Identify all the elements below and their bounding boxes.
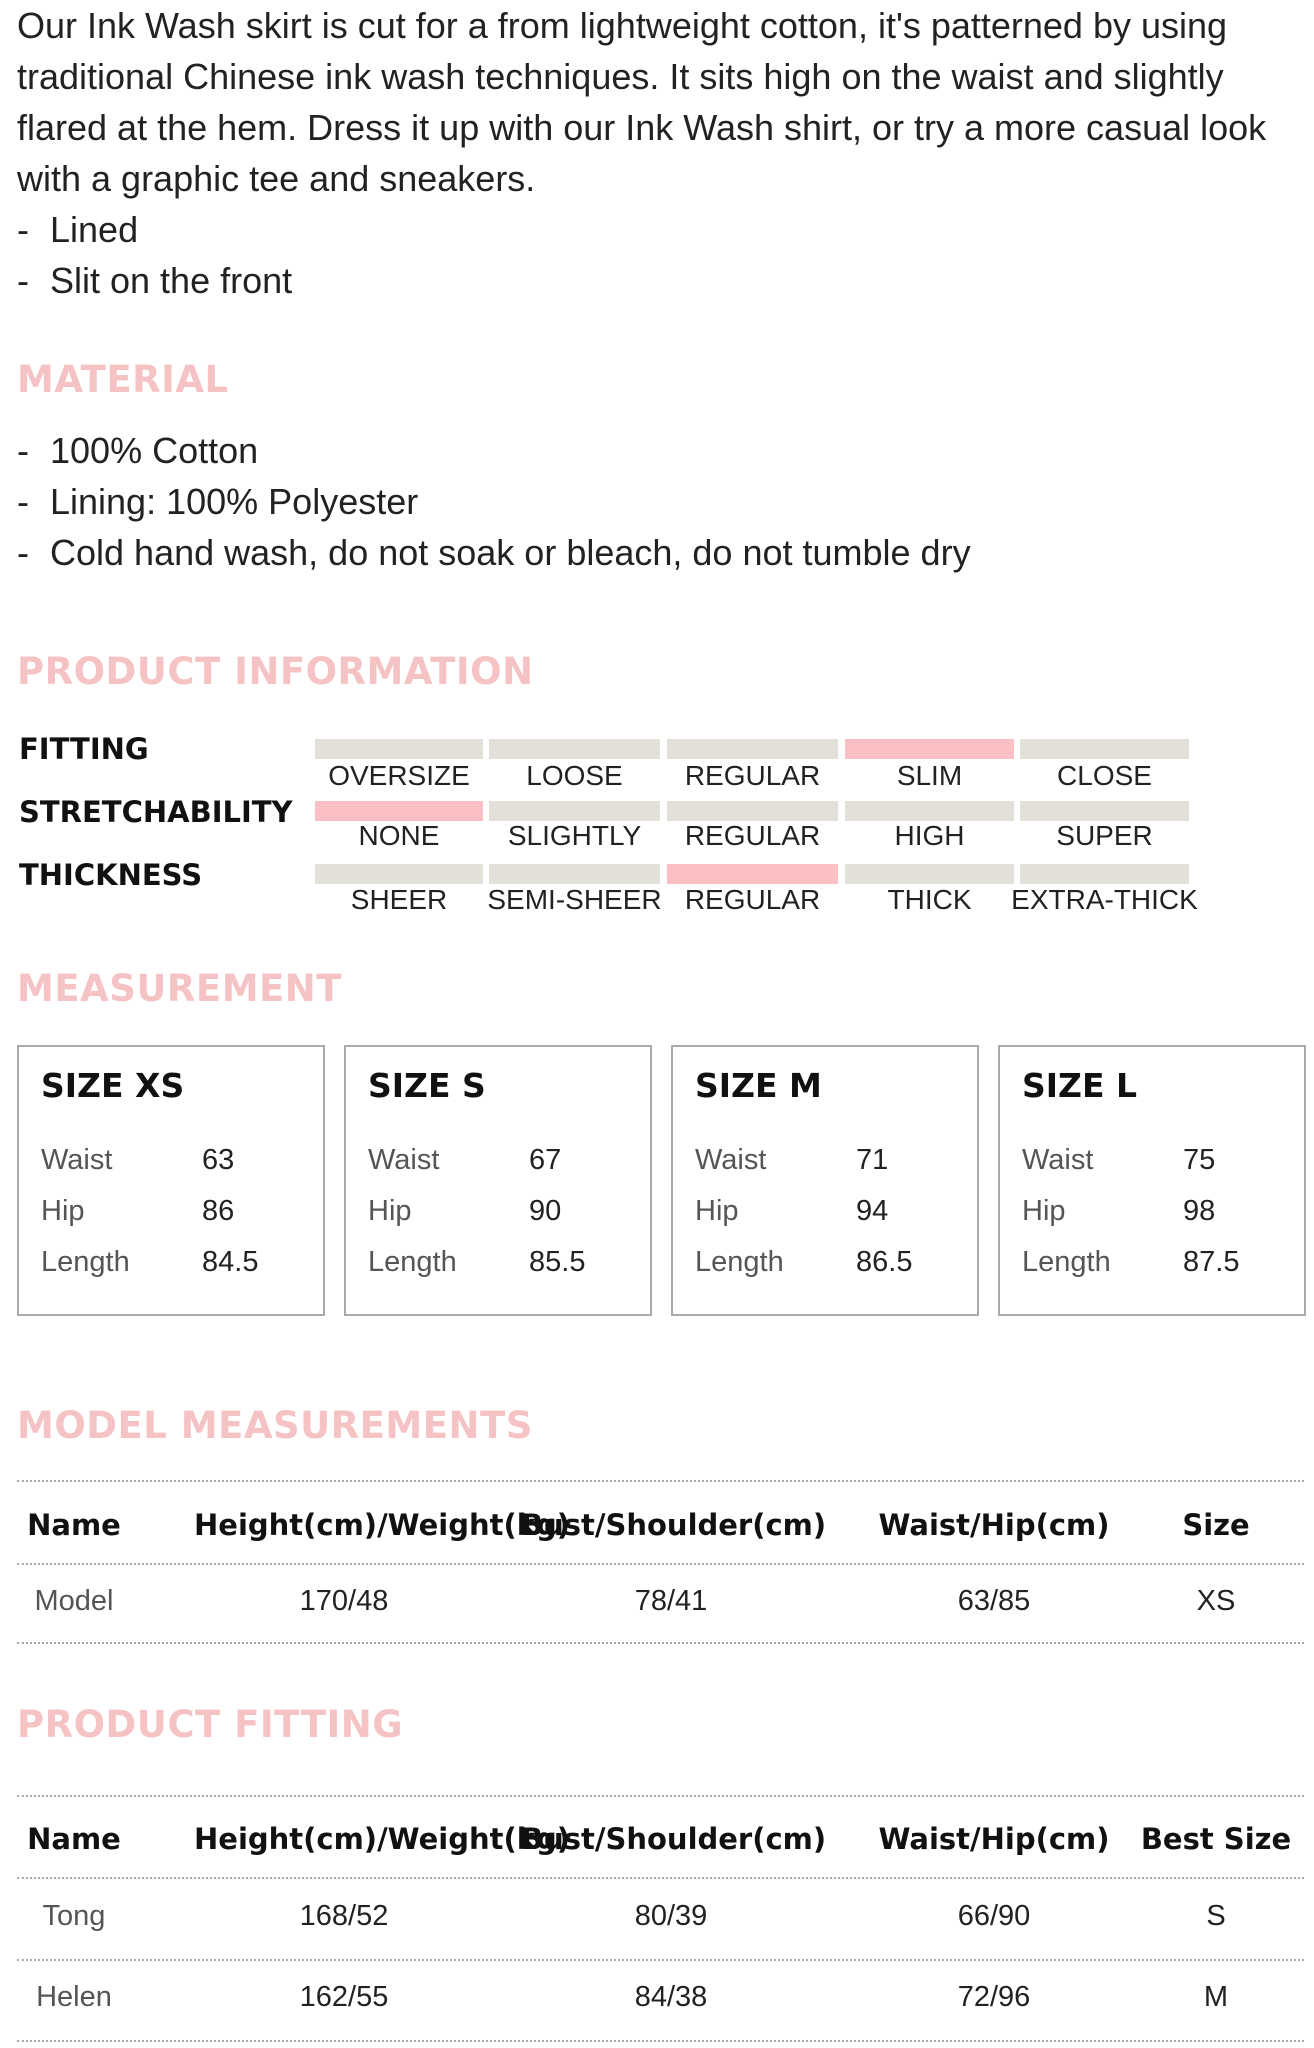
measurement-label: Length — [368, 1246, 457, 1278]
scale-option-label: NONE — [358, 820, 440, 851]
scale-option-label: SLIM — [896, 760, 963, 791]
table-divider — [17, 1563, 1304, 1565]
measurement-label: Waist — [695, 1144, 767, 1176]
stretchability-label: STRETCHABILITY — [19, 795, 293, 829]
table-cell: 78/41 — [634, 1585, 708, 1617]
scale-option-label: REGULAR — [684, 820, 821, 851]
size-card-title: SIZE XS — [41, 1066, 185, 1105]
feature-bullet: - Lined — [17, 209, 139, 250]
table-header-cell: Bust/Shoulder(cm) — [521, 1508, 827, 1542]
measurement-value: 98 — [1183, 1195, 1216, 1227]
scale-bar — [845, 739, 1014, 759]
table-cell: 170/48 — [299, 1585, 389, 1617]
scale-bar — [1020, 864, 1189, 884]
scale-bar — [315, 739, 483, 759]
scale-bar — [667, 864, 838, 884]
measurement-value: 63 — [202, 1144, 235, 1176]
measurement-value: 75 — [1183, 1144, 1216, 1176]
scale-bar — [315, 864, 483, 884]
measurement-value: 84.5 — [202, 1246, 259, 1278]
measurement-label: Waist — [41, 1144, 113, 1176]
size-card-title: SIZE L — [1022, 1066, 1138, 1105]
measurement-heading: MEASUREMENT — [17, 967, 342, 1010]
table-cell: Model — [34, 1585, 114, 1617]
scale-bar — [1020, 739, 1189, 759]
table-cell: Helen — [36, 1981, 112, 2013]
scale-bar — [489, 801, 660, 821]
scale-option-label: SUPER — [1056, 820, 1153, 851]
table-header-cell: Waist/Hip(cm) — [878, 1822, 1110, 1856]
measurement-label: Hip — [695, 1195, 739, 1227]
table-cell: 84/38 — [634, 1981, 708, 2013]
scale-bar — [1020, 801, 1189, 821]
material-list — [17, 425, 1297, 578]
measurement-label: Hip — [41, 1195, 85, 1227]
measurement-label: Hip — [1022, 1195, 1066, 1227]
scale-option-label: SEMI-SHEER — [487, 884, 662, 915]
table-header-cell: Name — [27, 1822, 121, 1856]
table-divider — [17, 1795, 1304, 1797]
product-description — [17, 0, 1297, 306]
table-cell: 80/39 — [634, 1900, 708, 1932]
table-divider — [17, 1959, 1304, 1961]
measurement-label: Length — [695, 1246, 784, 1278]
description-text: Our Ink Wash skirt is cut for a from lightweight cotton, it's patterned by using traditional Chinese ink wash techniques. It sits high on the waist and slightly flared at the hem. Dress it up with our Ink Wash shirt, or try a more casual look with a graphic tee and sneakers. — [17, 5, 1267, 199]
table-header-cell: Size — [1182, 1508, 1250, 1542]
scale-option-label: SHEER — [350, 884, 448, 915]
table-header-cell: Height(cm)/Weight(kg) — [194, 1822, 571, 1856]
table-cell: 168/52 — [299, 1900, 389, 1932]
table-cell: 162/55 — [299, 1981, 389, 2013]
scale-bar — [845, 801, 1014, 821]
scale-bar — [667, 801, 838, 821]
measurement-label: Length — [1022, 1246, 1111, 1278]
material-item: - Cold hand wash, do not soak or bleach, do not tumble dry — [17, 532, 971, 573]
scale-bar — [315, 801, 483, 821]
table-cell: 66/90 — [957, 1900, 1031, 1932]
scale-bar — [667, 739, 838, 759]
table-cell: XS — [1196, 1585, 1236, 1617]
measurement-value: 90 — [529, 1195, 562, 1227]
measurement-value: 67 — [529, 1144, 562, 1176]
scale-option-label: EXTRA-THICK — [1011, 884, 1198, 915]
measurement-label: Waist — [1022, 1144, 1094, 1176]
scale-option-label: REGULAR — [684, 760, 821, 791]
scale-bar — [489, 739, 660, 759]
material-heading: MATERIAL — [17, 358, 229, 401]
table-divider — [17, 2040, 1304, 2042]
scale-bar — [845, 864, 1014, 884]
table-header-cell: Best Size — [1140, 1822, 1292, 1856]
measurement-value: 87.5 — [1183, 1246, 1240, 1278]
scale-option-label: CLOSE — [1057, 760, 1152, 791]
scale-option-label: REGULAR — [684, 884, 821, 915]
scale-option-label: HIGH — [894, 820, 965, 851]
scale-option-label: SLIGHTLY — [507, 820, 642, 851]
table-cell: Tong — [42, 1900, 106, 1932]
size-card-title: SIZE S — [368, 1066, 486, 1105]
measurement-value: 94 — [856, 1195, 889, 1227]
thickness-label: THICKNESS — [19, 858, 203, 892]
table-divider — [17, 1877, 1304, 1879]
table-divider — [17, 1480, 1304, 1482]
scale-option-label: LOOSE — [526, 760, 623, 791]
scale-option-label: THICK — [887, 884, 972, 915]
measurement-value: 86.5 — [856, 1246, 913, 1278]
table-header-cell: Name — [27, 1508, 121, 1542]
table-cell: M — [1203, 1981, 1229, 2013]
product-fitting-heading: PRODUCT FITTING — [17, 1703, 404, 1746]
measurement-label: Hip — [368, 1195, 412, 1227]
measurement-value: 86 — [202, 1195, 235, 1227]
measurement-value: 85.5 — [529, 1246, 586, 1278]
table-header-cell: Waist/Hip(cm) — [878, 1508, 1110, 1542]
size-card-title: SIZE M — [695, 1066, 822, 1105]
measurement-value: 71 — [856, 1144, 889, 1176]
feature-bullet: - Slit on the front — [17, 260, 293, 301]
fitting-label: FITTING — [19, 732, 149, 766]
table-divider — [17, 1642, 1304, 1644]
material-item: - Lining: 100% Polyester — [17, 481, 419, 522]
model-measurements-heading: MODEL MEASUREMENTS — [17, 1404, 533, 1447]
measurement-label: Waist — [368, 1144, 440, 1176]
table-header-cell: Bust/Shoulder(cm) — [521, 1822, 827, 1856]
table-cell: 72/96 — [957, 1981, 1031, 2013]
measurement-label: Length — [41, 1246, 130, 1278]
scale-option-label: OVERSIZE — [328, 760, 470, 791]
table-cell: S — [1206, 1900, 1226, 1932]
material-item: - 100% Cotton — [17, 430, 259, 471]
scale-bar — [489, 864, 660, 884]
product-information-heading: PRODUCT INFORMATION — [17, 650, 534, 693]
table-cell: 63/85 — [957, 1585, 1031, 1617]
table-header-cell: Height(cm)/Weight(kg) — [194, 1508, 571, 1542]
